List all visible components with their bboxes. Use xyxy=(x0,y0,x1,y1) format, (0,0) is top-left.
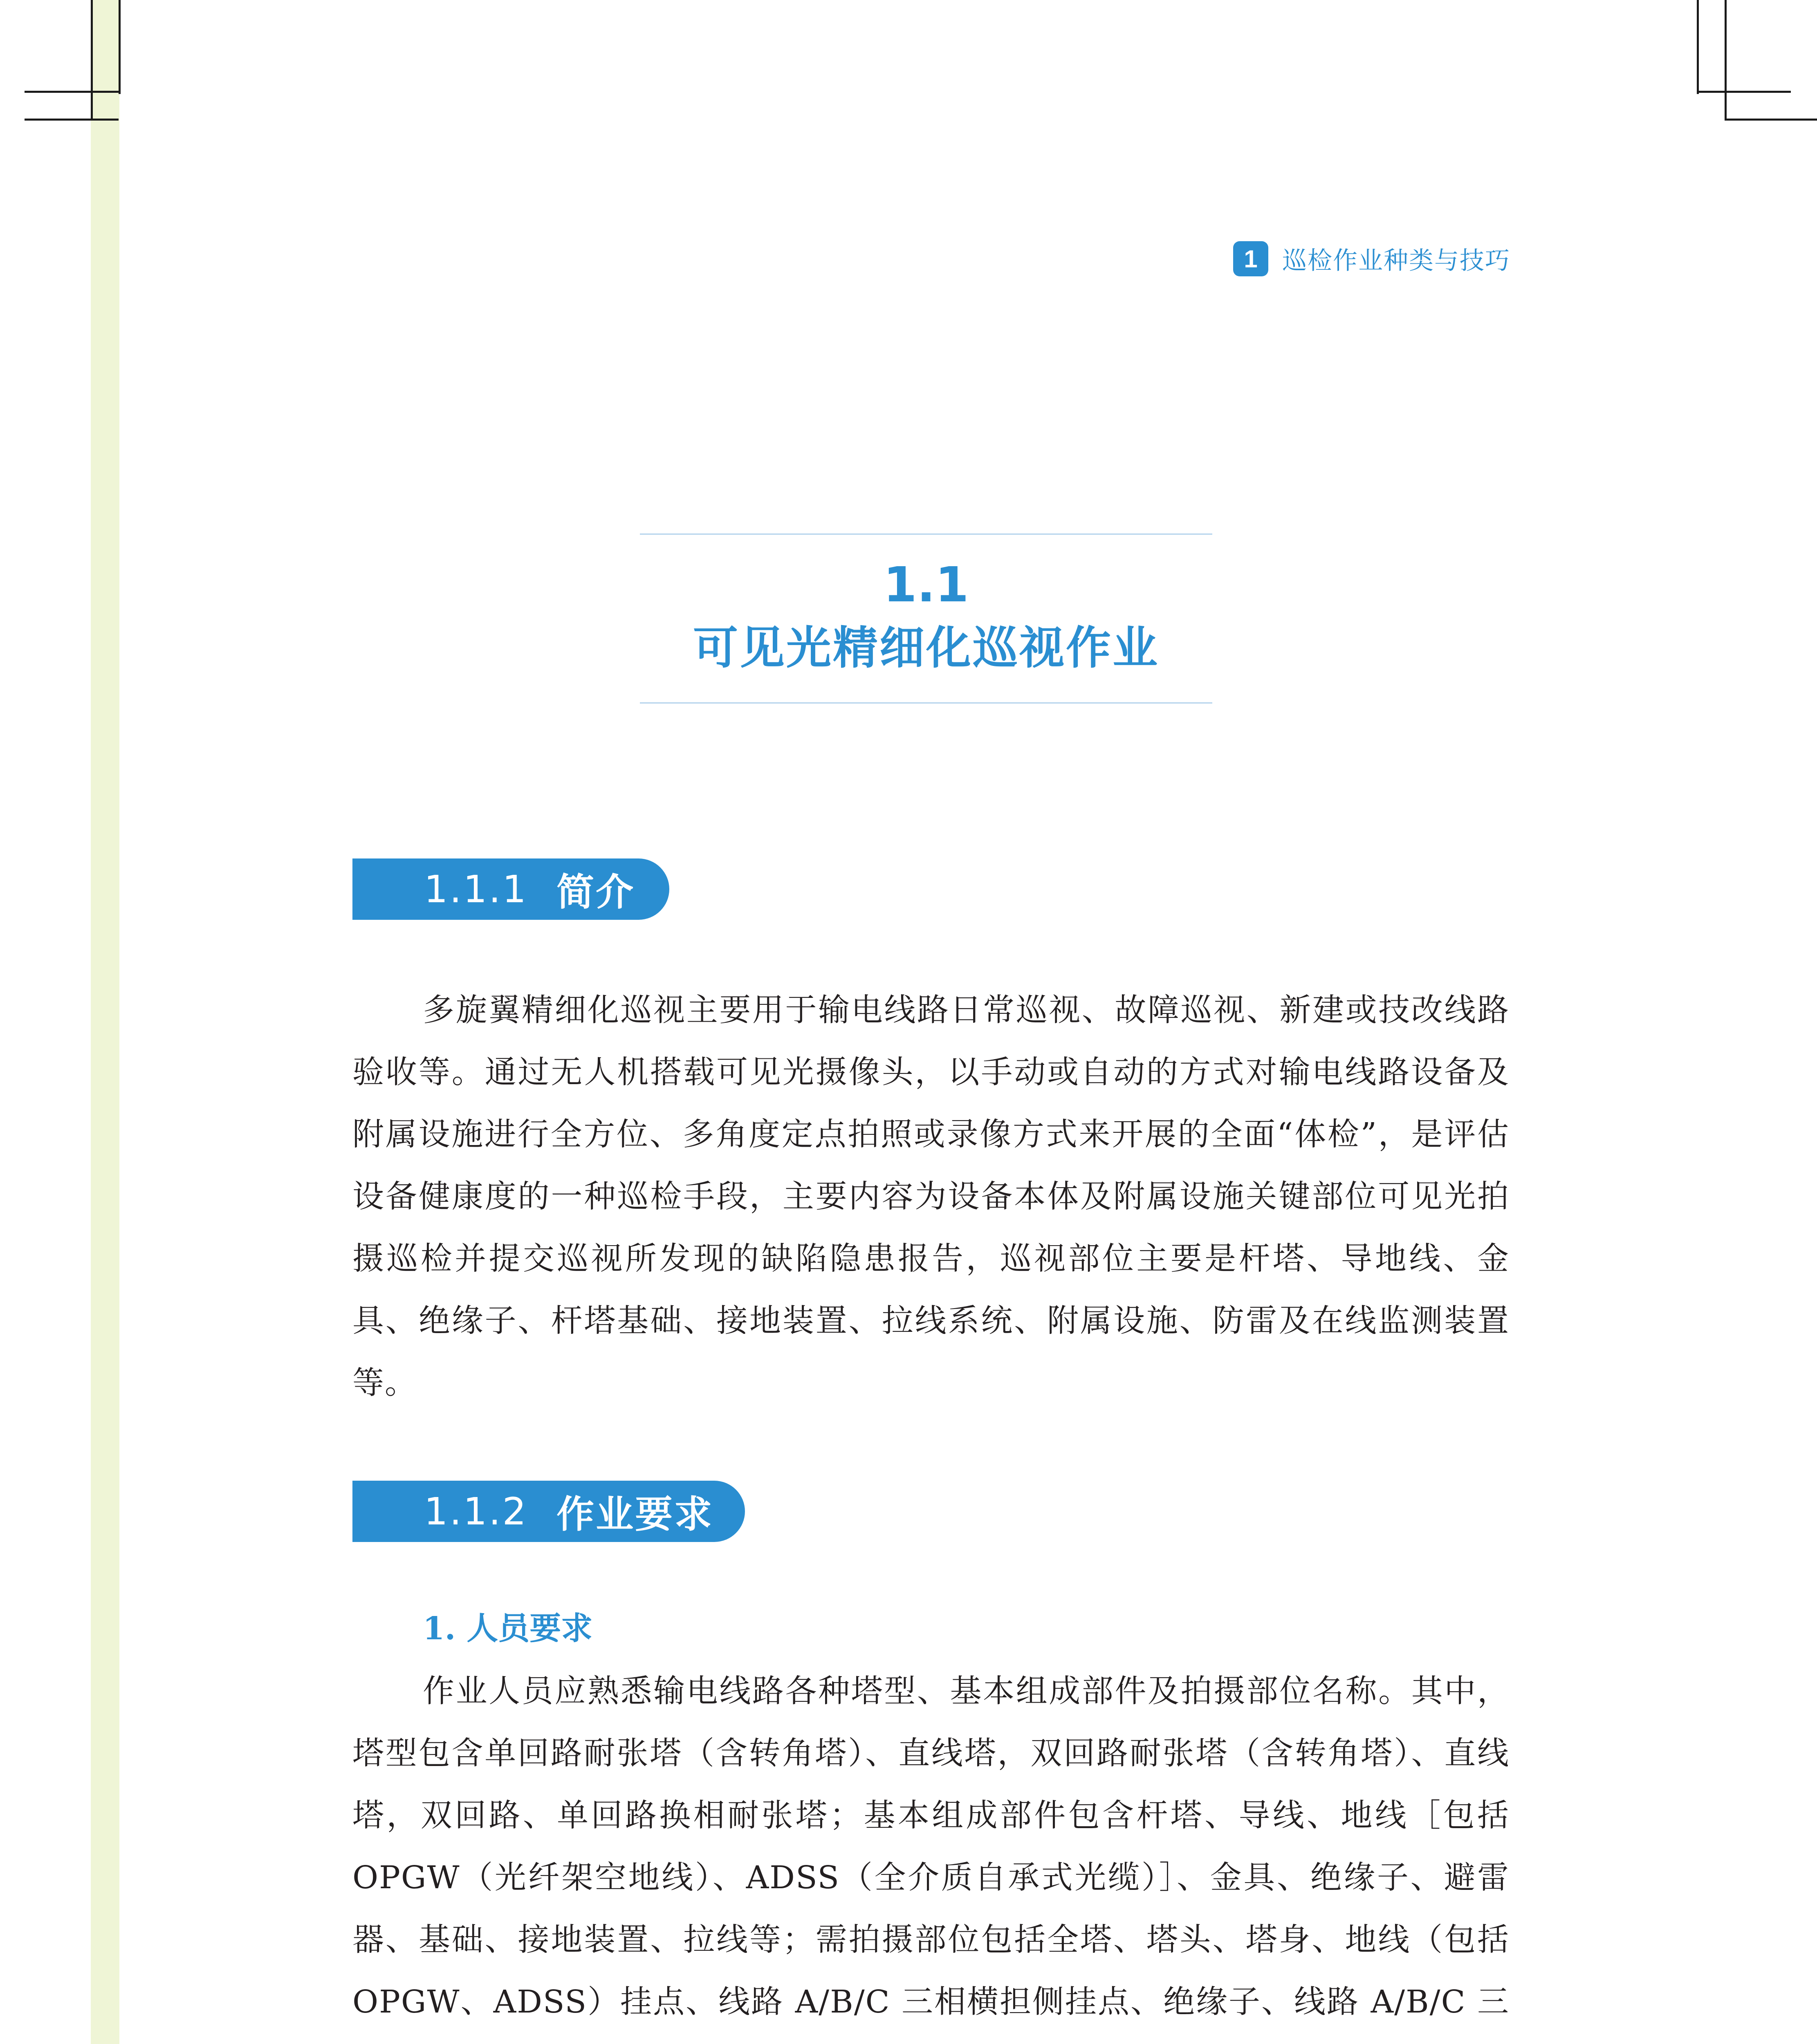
crop-mark xyxy=(25,119,119,121)
personnel-requirements-paragraph: 作业人员应熟悉输电线路各种塔型、基本组成部件及拍摄部位名称。其中，塔型包含单回路耐张塔（含转角塔）、直线塔，双回路耐张塔（含转角塔）、直线塔，双回路、单回路换相耐张塔；基本组成部件包含杆塔、导线、地线［包括 OPGW（光纤架空地线）、ADSS（全介质自承式光缆）］、金具、绝缘子、避雷器、基础、接地装置、拉线等；需拍摄部位包括全塔、塔头、塔身、地线（包括 OPGW、ADSS）挂点、线路 A/B/C 三相横担侧挂点、绝缘子、线路 A/B/C 三 xyxy=(352,1673,1510,2020)
title-top-rule xyxy=(640,533,1212,535)
title-bottom-rule xyxy=(640,702,1212,704)
crop-mark xyxy=(119,0,121,94)
subsection-number: 1.1.1 xyxy=(424,867,528,911)
crop-mark xyxy=(1725,119,1817,121)
subsection-heading-requirements xyxy=(352,1481,745,1542)
crop-mark xyxy=(91,0,93,119)
subsection-number: 1.1.2 xyxy=(424,1489,528,1533)
chapter-number-badge: 1 xyxy=(1233,241,1268,276)
personnel-requirements-heading: 1. 人员要求 xyxy=(423,1610,593,1647)
crop-mark xyxy=(1697,0,1699,94)
subsection-title: 简介 xyxy=(556,870,635,914)
section-number: 1.1 xyxy=(883,556,969,613)
running-header xyxy=(1233,240,1510,277)
crop-mark xyxy=(25,91,119,93)
intro-paragraph: 多旋翼精细化巡视主要用于输电线路日常巡视、故障巡视、新建或技改线路验收等。通过无人机搭载可见光摄像头，以手动或自动的方式对输电线路设备及附属设施进行全方位、多角度定点拍照或录像方式来开展的全面“体检”，是评估设备健康度的一种巡检手段，主要内容为设备本体及附属设施关键部位可见光拍摄巡检并提交巡视所发现的缺陷隐患报告，巡视部位主要是杆塔、导地线、金具、绝缘子、杆塔基础、接地装置、拉线系统、附属设施、防雷及在线监测装置等。 xyxy=(352,992,1510,1401)
subsection-title: 作业要求 xyxy=(556,1493,714,1536)
section-title: 可见光精细化巡视作业 xyxy=(693,622,1159,674)
subsection-heading-intro xyxy=(352,858,669,920)
crop-mark xyxy=(1697,91,1791,93)
crop-mark xyxy=(1725,0,1727,119)
page-spine-strip xyxy=(91,0,119,2044)
chapter-title: 巡检作业种类与技巧 xyxy=(1282,247,1510,275)
